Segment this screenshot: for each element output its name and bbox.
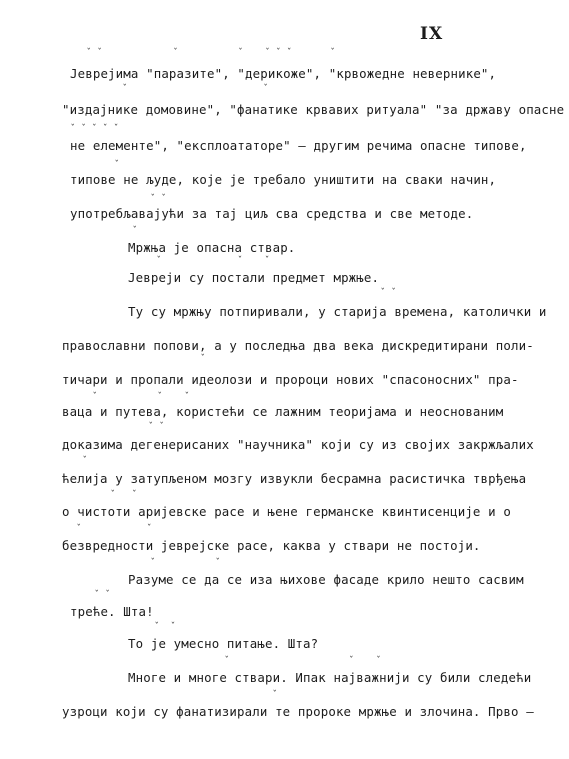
accent-marks-line-3: ˇ ˇ ˇ ˇ ˇ: [70, 124, 119, 134]
text-line-2: "издајнике домовине", "фанатике крвавих ритуала" "за државу опасне: [62, 102, 565, 117]
text-line-3: не елементе", "експлоататоре" – другим речима опасне типове,: [70, 138, 527, 153]
accent-marks-line-18: ˇ ˇ: [154, 622, 176, 632]
accent-marks-line-7: ˇ ˇ ˇ: [156, 256, 270, 266]
text-line-6: Мржња је опасна ствар.: [128, 240, 296, 255]
text-line-1: Јеврејима "паразите", "дерикоже", "крвожедне невернике",: [70, 66, 497, 81]
accent-marks-line-19: ˇ ˇ ˇ: [224, 656, 382, 666]
accent-marks-line-14: ˇ ˇ: [110, 490, 138, 500]
accent-marks-line-16: ˇ ˇ: [150, 558, 221, 568]
page-number: IX: [420, 24, 444, 44]
text-line-13: ћелија у затупљеном мозгу извукли бесрамна расистичка тврђења: [62, 471, 527, 486]
text-line-15: безвредности јеврејске расе, каква у ствари не постоји.: [62, 538, 481, 553]
accent-marks-line-15: ˇ ˇ: [76, 524, 152, 534]
accent-marks-line-20: ˇ: [272, 690, 278, 700]
text-line-18: То је умесно питање. Шта?: [128, 636, 319, 651]
text-line-5: употребљавајући за тај циљ сва средства и све методе.: [70, 206, 474, 221]
text-line-14: о чистоти аријевске расе и њене германске квинтисенције и о: [62, 504, 511, 519]
accent-marks-line-12: ˇ ˇ: [148, 422, 165, 432]
accent-marks-line-1: ˇ ˇ ˇ ˇ ˇ ˇ ˇ ˇ: [86, 48, 336, 58]
text-line-9: православни попови, а у последња два века дискредитирани поли-: [62, 338, 534, 353]
text-line-12: доказима дегенерисаних "научника" који су из својих закржљалих: [62, 437, 534, 452]
text-line-20: узроци који су фанатизирали те пророке мржње и злочина. Прво –: [62, 704, 534, 719]
text-line-8: Ту су мржњу потпиривали, у старија времена, католички и: [128, 304, 547, 319]
accent-marks-line-11: ˇ ˇ ˇ: [92, 392, 190, 402]
text-line-16: Разуме се да се иза њихове фасаде крило нешто сасвим: [128, 572, 524, 587]
text-line-11: ваца и путева, користећи се лажним теоријама и неоснованим: [62, 404, 504, 419]
accent-marks-line-6: ˇ: [132, 226, 138, 236]
text-line-19: Многе и многе ствари. Ипак најважнији су били следећи: [128, 670, 532, 685]
accent-marks-line-17: ˇ ˇ: [94, 590, 111, 600]
accent-marks-line-10: ˇ: [200, 354, 206, 364]
accent-marks-line-13: ˇ: [82, 456, 88, 466]
accent-marks-line-8: ˇ ˇ: [380, 288, 397, 298]
accent-marks-line-4: ˇ: [114, 160, 120, 170]
text-line-7: Јевреји су постали предмет мржње.: [128, 270, 380, 285]
accent-marks-line-2: ˇ ˇ: [122, 84, 269, 94]
text-line-17: треће. Шта!: [70, 604, 154, 619]
accent-marks-line-5: ˇ ˇ: [150, 194, 167, 204]
text-line-4: типове не људе, које је требало уништити на сваки начин,: [70, 172, 497, 187]
text-line-10: тичари и пропали идеолози и пророци нових "спасоносних" пра-: [62, 372, 519, 387]
